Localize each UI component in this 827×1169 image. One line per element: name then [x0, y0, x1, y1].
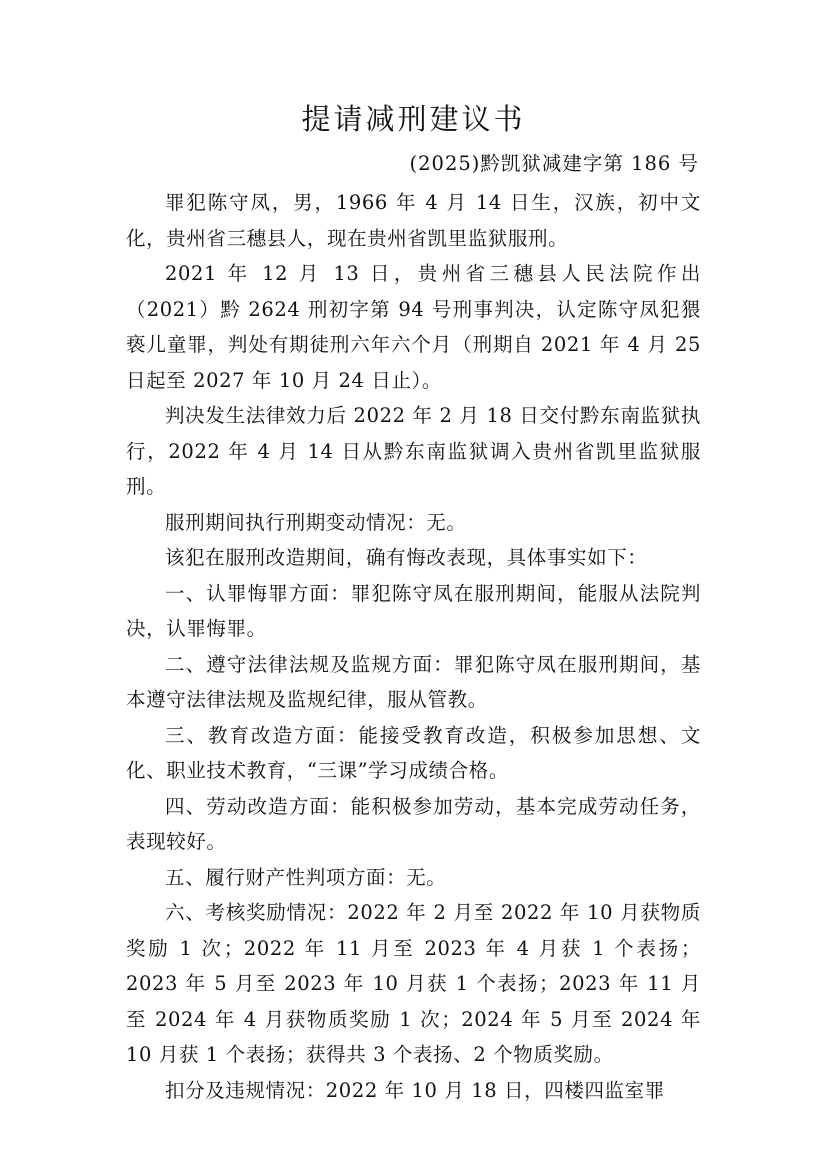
paragraph-guilt-admission: 一、认罪悔罪方面：罪犯陈守凤在服刑期间，能服从法院判决，认罪悔罪。	[126, 581, 701, 640]
paragraph-repentance-intro: 该犯在服刑改造期间，确有悔改表现，具体事实如下：	[165, 546, 648, 569]
document-body	[126, 185, 701, 1108]
paragraph-property-judgment: 五、履行财产性判项方面：无。	[165, 865, 447, 889]
document-title: 提请减刑建议书	[301, 102, 526, 136]
paragraph-violations: 扣分及违规情况：2022 年 10 月 18 日，四楼四监室罪	[165, 1078, 665, 1102]
paragraph-labor: 四、劳动改造方面：能积极参加劳动，基本完成劳动任务，表现较好。	[126, 794, 701, 853]
paragraph-sentence-change: 服刑期间执行刑期变动情况：无。	[165, 510, 467, 534]
document-number: (2025)黔凯狱减建字第 186 号	[409, 152, 699, 175]
paragraph-education: 三、教育改造方面：能接受教育改造，积极参加思想、文化、职业技术教育，“三课”学习成绩合格。	[126, 723, 701, 782]
paragraph-law-compliance: 二、遵守法律法规及监规方面：罪犯陈守凤在服刑期间，基本遵守法律法规及监规纪律，服从管教。	[126, 652, 701, 711]
paragraph-judgment: 2021 年 12 月 13 日，贵州省三穗县人民法院作出（2021）黔 2624 刑初字第 94 号刑事判决，认定陈守凤犯猥亵儿童罪，判处有期徒刑六年六个月（刑期自 2021 年 4 月 25 日起至 2027 年 10 月 24 日止）。	[126, 262, 701, 392]
paragraph-rewards: 六、考核奖励情况：2022 年 2 月至 2022 年 10 月获物质奖励 1 次；2022 年 11 月至 2023 年 4 月获 1 个表扬；2023 年 5 月至 2023 年 10 月获 1 个表扬；2023 年 11 月至 2024 年 4 月获物质奖励 1 次；2024 年 5 月至 2024 年 10 月获 1 个表扬；获得共 3 个表扬、2 个物质奖励。	[126, 901, 701, 1066]
paragraph-criminal-info: 罪犯陈守凤，男，1966 年 4 月 14 日生，汉族，初中文化，贵州省三穗县人，现在贵州省凯里监狱服刑。	[126, 191, 701, 250]
paragraph-execution: 判决发生法律效力后 2022 年 2 月 18 日交付黔东南监狱执行，2022 年 4 月 14 日从黔东南监狱调入贵州省凯里监狱服刑。	[126, 404, 701, 498]
